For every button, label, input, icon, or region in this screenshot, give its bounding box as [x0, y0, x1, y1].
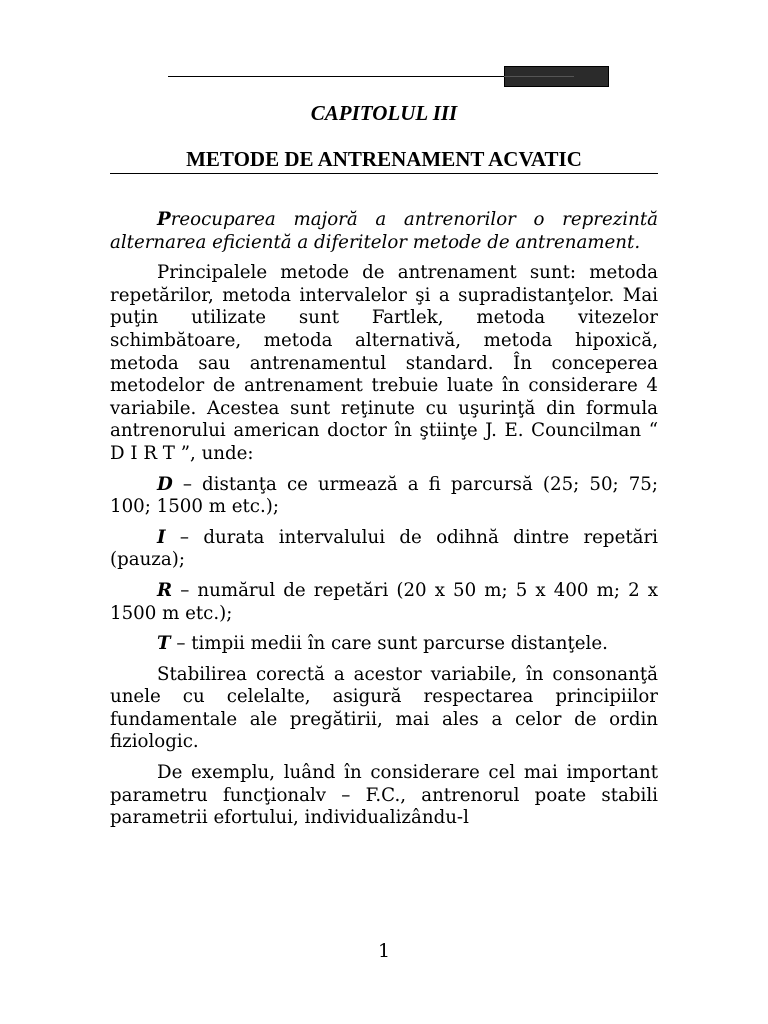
variable-d-letter: D — [157, 473, 173, 495]
intro-lead-letter: P — [157, 209, 171, 230]
methods-paragraph: Principalele metode de antrenament sunt: metoda repetărilor, metoda intervalelor şi a supradistanţelor. Mai puţin utilizate sunt Fartlek, metoda vitezelor schimbătoare, metoda alternativă, metoda hipoxică, metoda sau antrenamentul standard. În conceperea metodelor de antrenament trebuie luate în considerare 4 variabile. Acestea sunt reţinute cu uşurinţă din formula antrenorului american doctor în ştiinţe J. E. Councilman “ D I R T ”, unde: — [110, 262, 658, 464]
stabilization-paragraph: Stabilirea corectă a acestor variabile, în consonanţă unele cu celelalte, asigură respectarea principiilor fundamentale ale pregătirii, mai ales a celor de ordin fiziologic. — [110, 663, 658, 753]
variable-r-item — [110, 580, 658, 625]
variable-t-letter: T — [157, 633, 171, 655]
variable-r-text: – numărul de repetări (20 x 50 m; 5 x 400 m; 2 x 1500 m etc.); — [110, 579, 658, 624]
variable-i-text: – durata intervalului de odihnă dintre repetări (pauza); — [110, 526, 658, 571]
variable-d-text: – distanţa ce urmează a fi parcursă (25; 50; 75; 100; 1500 m etc.); — [110, 473, 658, 518]
title-underline — [110, 173, 658, 174]
header-box-line — [504, 76, 574, 77]
intro-paragraph — [110, 209, 658, 254]
page-number: 1 — [377, 940, 391, 962]
chapter-title: METODE DE ANTRENAMENT ACVATIC — [186, 147, 582, 171]
variable-t-item — [110, 633, 658, 656]
header-rule — [168, 76, 504, 77]
example-paragraph: De exemplu, luând în considerare cel mai important parametru funcţionalv – F.C., antrenorul poate stabili parametrii efortului, individualizându-l — [110, 762, 658, 829]
chapter-heading: CAPITOLUL III — [310, 101, 458, 125]
variable-t-text: – timpii medii în care sunt parcurse distanţele. — [170, 633, 608, 655]
variable-i-item — [110, 527, 658, 572]
variable-d-item — [110, 474, 658, 519]
document-body — [110, 209, 658, 838]
variable-r-letter: R — [157, 579, 173, 601]
variable-i-letter: I — [157, 526, 166, 548]
intro-text: reocuparea majoră a antrenorilor o reprezintă alternarea eficientă a diferitelor metode de antrenament. — [110, 209, 658, 253]
